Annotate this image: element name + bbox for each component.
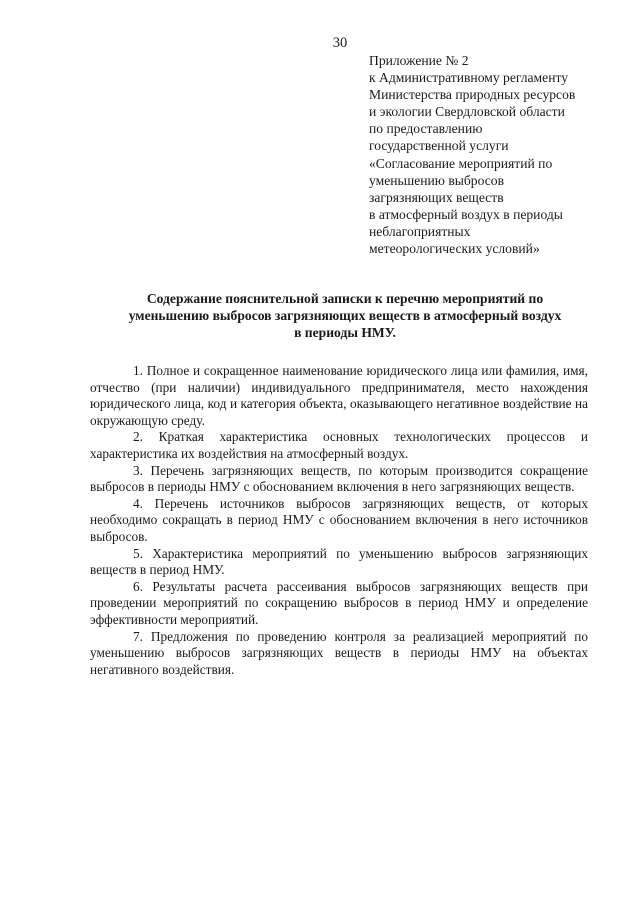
appendix-block — [369, 52, 609, 257]
list-item: 4. Перечень источников выбросов загрязняющих веществ, от которых необходимо сокращать в период НМУ с обоснованием включения в него источников выбросов. — [90, 495, 588, 544]
document-heading — [100, 290, 590, 341]
list-item: 2. Краткая характеристика основных технологических процессов и характеристика их воздействия на атмосферный воздух. — [90, 429, 588, 461]
heading-line: Содержание пояснительной записки к перечню мероприятий по — [146, 291, 544, 306]
appendix-line: государственной услуги — [369, 138, 509, 154]
page-number: 30 — [332, 35, 348, 51]
list-item: 5. Характеристика мероприятий по уменьшению выбросов загрязняющих веществ в период НМУ. — [90, 545, 588, 578]
appendix-line: «Согласование мероприятий по — [369, 155, 553, 171]
appendix-line: уменьшению выбросов — [369, 172, 504, 188]
appendix-line: Приложение № 2 — [369, 53, 469, 68]
list-item: 1. Полное и сокращенное наименование юридического лица или фамилия, имя, отчество (при наличии) индивидуального предпринимателя, место нахождения юридического лица, код и категория объекта, оказывающего негативное воздействие на окружающую среду. — [90, 363, 588, 428]
list-item: 6. Результаты расчета рассеивания выбросов загрязняющих веществ при проведении мероприятий по сокращению выбросов в период НМУ и определение эффективности мероприятий. — [90, 578, 588, 627]
list-item: 3. Перечень загрязняющих веществ, по которым производится сокращение выбросов в периоды НМУ с обоснованием включения в него загрязняющих веществ. — [90, 462, 588, 495]
appendix-line: и экологии Свердловской области — [369, 104, 565, 120]
appendix-line: неблагоприятных — [369, 223, 471, 239]
appendix-line: к Административному регламенту — [369, 70, 569, 86]
appendix-line: загрязняющих веществ — [369, 189, 504, 205]
appendix-line: метеорологических условий» — [369, 241, 540, 257]
heading-line: уменьшению выбросов загрязняющих веществ в атмосферный воздух — [128, 308, 562, 323]
heading-line: в периоды НМУ. — [294, 325, 396, 340]
appendix-line: в атмосферный воздух в периоды — [369, 206, 563, 222]
content-list — [90, 363, 588, 678]
list-item: 7. Предложения по проведению контроля за реализацией мероприятий по уменьшению выбросов загрязняющих веществ в периоды НМУ на объектах негативного воздействия. — [90, 628, 588, 677]
appendix-line: Министерства природных ресурсов — [369, 87, 576, 103]
appendix-line: по предоставлению — [369, 121, 483, 137]
